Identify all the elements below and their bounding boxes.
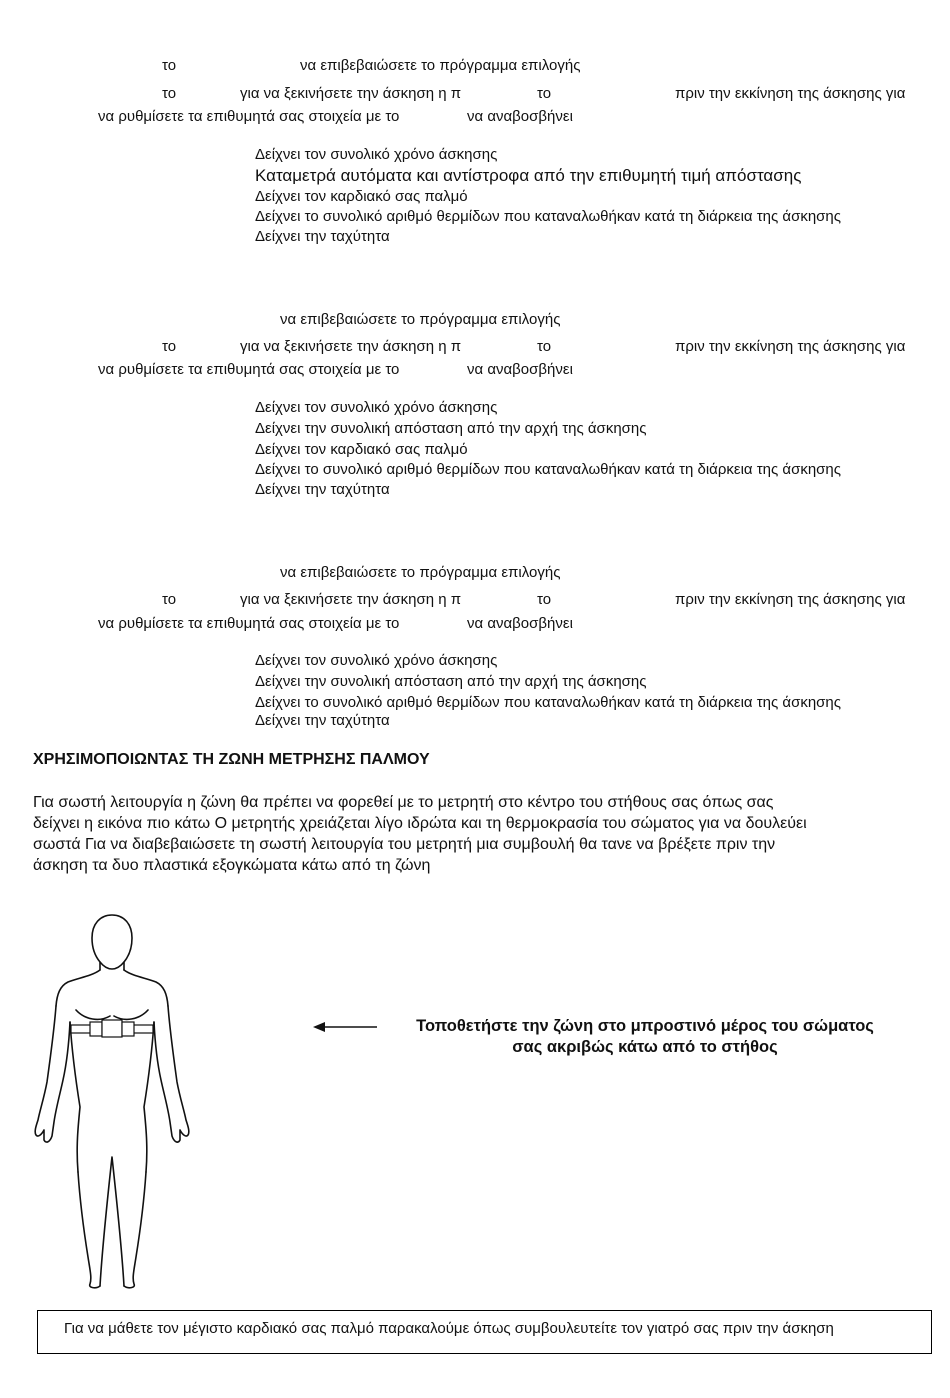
display-item-calories: Δείχνει το συνολικό αριθμό θερμίδων που καταναλωθήκαν κατά τη διάρκεια της άσκησης <box>255 694 842 711</box>
display-item-time: Δείχνει τον συνολικό χρόνο άσκησης <box>255 399 498 416</box>
before-start-text: πριν την εκκίνηση της άσκησης για <box>675 85 906 102</box>
paragraph-line: άσκηση τα δυο πλαστικά εξογκώματα κάτω από τη ζώνη <box>33 857 431 874</box>
adjust-values-text: να ρυθμίσετε τα επιθυμητά σας στοιχεία με το <box>98 108 400 125</box>
blink-text: να αναβοσβήνει <box>467 615 573 632</box>
display-item-time: Δείχνει τον συνολικό χρόνο άσκησης <box>255 146 498 163</box>
display-item-speed: Δείχνει την ταχύτητα <box>255 228 390 245</box>
display-item-calories: Δείχνει το συνολικό αριθμό θερμίδων που καταναλωθήκαν κατά τη διάρκεια της άσκησης <box>255 208 842 225</box>
paragraph-line: Για σωστή λειτουργία η ζώνη θα πρέπει να φορεθεί με το μετρητή στο κέντρο του στήθους σας όπως σας <box>33 794 774 811</box>
start-exercise-text: για να ξεκινήσετε την άσκηση η π <box>240 591 462 608</box>
body-figure-illustration <box>30 912 195 1292</box>
before-start-text: πριν την εκκίνηση της άσκησης για <box>675 338 906 355</box>
chest-strap <box>71 1020 153 1037</box>
start-exercise-text: για να ξεκινήσετε την άσκηση η π <box>240 338 462 355</box>
heart-strap-heading: ΧΡΗΣΙΜΟΠΟΙΩΝΤΑΣ ΤΗ ΖΩΝΗ ΜΕΤΡΗΣΗΣ ΠΑΛΜΟΥ <box>33 751 430 768</box>
confirm-program-text: να επιβεβαιώσετε το πρόγραμμα επιλογής <box>300 57 581 74</box>
display-item-calories: Δείχνει το συνολικό αριθμό θερμίδων που καταναλωθήκαν κατά τη διάρκεια της άσκησης <box>255 461 842 478</box>
display-item-speed: Δείχνει την ταχύτητα <box>255 712 390 729</box>
display-item-distance: Δείχνει την συνολική απόσταση από την αρχή της άσκησης <box>255 673 647 690</box>
adjust-values-text: να ρυθμίσετε τα επιθυμητά σας στοιχεία με το <box>98 361 400 378</box>
strap-placement-instruction <box>385 1016 905 1058</box>
start-word-1: το <box>162 338 177 355</box>
blink-text: να αναβοσβήνει <box>467 108 573 125</box>
heart-strap-paragraph <box>33 792 933 876</box>
display-item-time: Δείχνει τον συνολικό χρόνο άσκησης <box>255 652 498 669</box>
display-item-distance: Δείχνει την συνολική απόσταση από την αρχή της άσκησης <box>255 420 647 437</box>
blink-text: να αναβοσβήνει <box>467 361 573 378</box>
paragraph-line: δείχνει η εικόνα πιο κάτω Ο μετρητής χρειάζεται λίγο ιδρώτα και τη θερμοκρασία του σώματος για να δουλεύει <box>33 815 807 832</box>
start-word-1: το <box>162 591 177 608</box>
display-item-speed: Δείχνει την ταχύτητα <box>255 481 390 498</box>
instruction-line: Τοποθετήστε την ζώνη στο μπροστινό μέρος του σώματος <box>416 1017 874 1035</box>
max-heart-rate-note-box <box>37 1310 932 1354</box>
confirm-prefix: το <box>162 57 177 74</box>
instruction-line: σας ακριβώς κάτω από το στήθος <box>512 1038 778 1056</box>
paragraph-line: σωστά Για να διαβεβαιώσετε τη σωστή λειτουργία του μετρητή μια συμβουλή θα τανε να βρέξετε πριν την <box>33 836 776 853</box>
before-start-text: πριν την εκκίνηση της άσκησης για <box>675 591 906 608</box>
display-item-pulse: Δείχνει τον καρδιακό σας παλμό <box>255 188 468 205</box>
display-item-countdown-distance: Καταμετρά αυτόματα και αντίστροφα από την επιθυμητή τιμή απόστασης <box>255 166 802 185</box>
start-word-1: το <box>162 85 177 102</box>
confirm-program-text: να επιβεβαιώσετε το πρόγραμμα επιλογής <box>280 564 561 581</box>
start-word-2: το <box>537 591 552 608</box>
start-word-2: το <box>537 85 552 102</box>
max-heart-rate-note: Για να μάθετε τον μέγιστο καρδιακό σας παλμό παρακαλούμε όπως συμβουλευτείτε τον γιατρό σας πριν την άσκηση <box>64 1320 834 1337</box>
display-item-pulse: Δείχνει τον καρδιακό σας παλμό <box>255 441 468 458</box>
confirm-program-text: να επιβεβαιώσετε το πρόγραμμα επιλογής <box>280 311 561 328</box>
adjust-values-text: να ρυθμίσετε τα επιθυμητά σας στοιχεία με το <box>98 615 400 632</box>
start-word-2: το <box>537 338 552 355</box>
arrow-left-icon <box>313 1020 379 1034</box>
start-exercise-text: για να ξεκινήσετε την άσκηση η π <box>240 85 462 102</box>
